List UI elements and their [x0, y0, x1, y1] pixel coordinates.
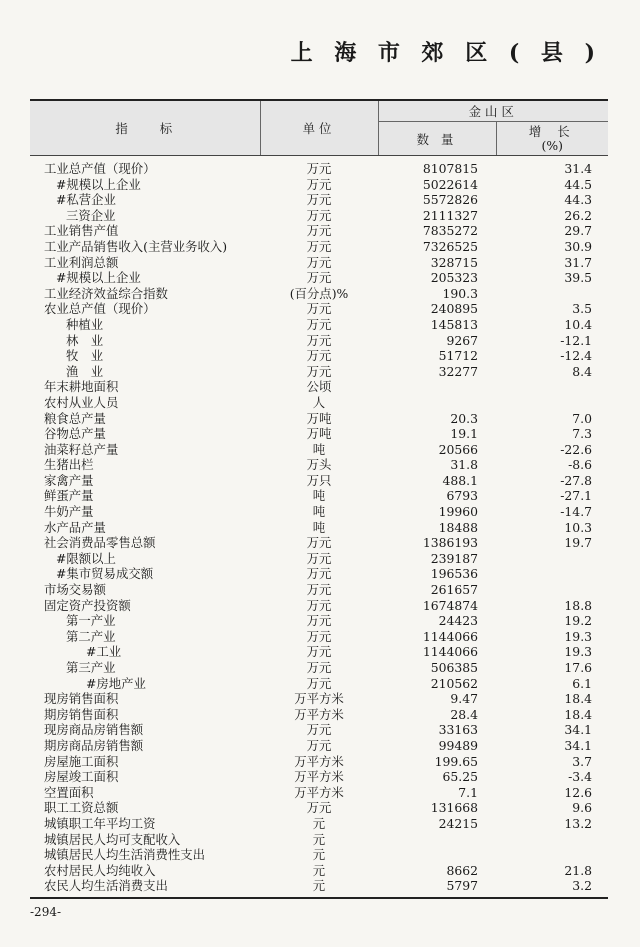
table-row	[30, 816, 608, 832]
indicator-cell: 城镇居民人均可支配收入	[44, 831, 181, 847]
table-row	[30, 863, 608, 879]
indicator-cell: 谷物总产量	[44, 426, 106, 442]
indicator-cell: 职工工资总额	[44, 800, 119, 816]
indicator-cell: 第一产业	[66, 613, 116, 629]
indicator-cell: 固定资产投资额	[44, 597, 131, 613]
quantity-cell: 199.65	[434, 753, 478, 769]
unit-cell: 万元	[306, 238, 332, 254]
quantity-cell: 1674874	[422, 597, 478, 613]
indicator-cell: 期房销售面积	[44, 706, 119, 722]
growth-cell: 34.1	[564, 737, 593, 753]
indicator-cell: 城镇职工年平均工资	[44, 815, 156, 831]
growth-cell	[496, 832, 608, 848]
quantity-cell: 145813	[430, 316, 478, 332]
table-row	[30, 442, 608, 458]
indicator-cell: 空置面积	[44, 784, 94, 800]
quantity-cell: 65.25	[442, 769, 478, 785]
unit-cell: 万吨	[306, 410, 332, 426]
growth-cell: 19.3	[564, 644, 593, 660]
table-row	[30, 333, 608, 349]
quantity-cell: 9.47	[450, 691, 478, 707]
unit-cell: 万元	[306, 223, 332, 239]
table-row	[30, 379, 608, 395]
growth-cell: 7.0	[572, 410, 593, 426]
indicator-cell: #规模以上企业	[56, 270, 141, 286]
growth-cell: 3.5	[572, 301, 593, 317]
table-row	[30, 707, 608, 723]
unit-cell: 万元	[306, 254, 332, 270]
quantity-cell: 7326525	[422, 238, 478, 254]
growth-cell: 31.4	[564, 161, 593, 176]
table-row	[30, 223, 608, 239]
quantity-cell: 328715	[430, 254, 478, 270]
indicator-cell: 牛奶产量	[44, 504, 94, 520]
table-row	[30, 832, 608, 848]
growth-cell	[496, 566, 608, 582]
table-row	[30, 878, 608, 898]
indicator-cell: 工业利润总额	[44, 254, 119, 270]
indicator-cell: 第二产业	[66, 628, 116, 644]
table-row	[30, 208, 608, 224]
table-row	[30, 800, 608, 816]
quantity-cell: 19.1	[450, 426, 478, 442]
growth-cell	[496, 551, 608, 567]
indicator-cell: 城镇居民人均生活消费性支出	[44, 847, 206, 863]
quantity-cell: 488.1	[442, 472, 478, 488]
quantity-cell: 8107815	[422, 161, 478, 176]
quantity-cell: 19960	[438, 504, 478, 520]
indicator-cell: 工业总产值（现价）	[44, 161, 156, 176]
table-row	[30, 156, 608, 177]
table-row	[30, 847, 608, 863]
quantity-cell: 5022614	[422, 176, 478, 192]
table-row	[30, 504, 608, 520]
unit-cell: 万元	[306, 332, 332, 348]
growth-cell: 13.2	[564, 815, 593, 831]
header-indicator: 指 标	[30, 100, 260, 156]
quantity-cell: 24215	[438, 815, 478, 831]
unit-cell: 万元	[306, 176, 332, 192]
table-row	[30, 364, 608, 380]
growth-cell: 19.2	[564, 613, 593, 629]
unit-cell: 万元	[306, 628, 332, 644]
unit-cell: 元	[312, 831, 326, 847]
unit-cell: 万元	[306, 675, 332, 691]
table-row	[30, 317, 608, 333]
indicator-cell: 林 业	[66, 332, 104, 348]
unit-cell: 元	[260, 878, 378, 898]
quantity-cell: 7.1	[458, 784, 478, 800]
growth-cell: 3.7	[572, 753, 593, 769]
growth-cell: 10.3	[564, 519, 593, 535]
unit-cell: 万元	[306, 800, 332, 816]
unit-cell: 万元	[306, 722, 332, 738]
indicator-cell: #集市贸易成交额	[56, 566, 154, 582]
page-number: -294-	[30, 905, 62, 919]
growth-cell	[496, 582, 608, 598]
unit-cell: 万元	[306, 535, 332, 551]
table-row	[30, 395, 608, 411]
unit-cell: 人	[312, 394, 326, 410]
table-row	[30, 551, 608, 567]
unit-cell: 元	[312, 847, 326, 863]
unit-cell: 万吨	[306, 426, 332, 442]
table-row	[30, 754, 608, 770]
indicator-cell: 房屋竣工面积	[44, 769, 119, 785]
growth-cell	[496, 379, 608, 395]
unit-cell: 万元	[306, 644, 332, 660]
quantity-cell: 8662	[446, 862, 478, 878]
quantity-cell	[378, 395, 496, 411]
indicator-cell: 工业销售产值	[44, 223, 119, 239]
indicator-cell: 农村居民人均纯收入	[44, 862, 156, 878]
table-row	[30, 426, 608, 442]
growth-cell: -22.6	[560, 441, 593, 457]
unit-cell: 万元	[306, 192, 332, 208]
growth-cell: -27.1	[560, 488, 593, 504]
table-row	[30, 192, 608, 208]
growth-cell: 44.3	[564, 192, 593, 208]
growth-cell: 18.4	[564, 691, 593, 707]
indicator-cell: 水产品产量	[44, 519, 106, 535]
growth-cell: 6.1	[572, 675, 593, 691]
quantity-cell: 210562	[430, 675, 478, 691]
unit-cell: 吨	[312, 519, 326, 535]
quantity-cell: 1386193	[422, 535, 478, 551]
unit-cell: 万平方米	[294, 691, 344, 707]
quantity-cell: 24423	[438, 613, 478, 629]
growth-cell	[496, 847, 608, 863]
quantity-cell: 506385	[430, 660, 478, 675]
growth-cell: 17.6	[564, 660, 593, 675]
quantity-cell: 28.4	[450, 706, 478, 722]
header-growth-label: 增 长	[528, 123, 576, 139]
quantity-cell: 2111327	[422, 207, 478, 223]
table-row	[30, 535, 608, 551]
quantity-cell: 240895	[430, 301, 478, 317]
table-row	[30, 785, 608, 801]
growth-cell: 18.4	[564, 706, 593, 722]
quantity-cell: 131668	[430, 800, 478, 816]
quantity-cell: 239187	[430, 550, 478, 566]
unit-cell: 万平方米	[294, 769, 344, 785]
header-growth	[496, 122, 608, 156]
table-row	[30, 348, 608, 364]
indicator-cell: #房地产业	[86, 675, 146, 691]
indicator-cell: 房屋施工面积	[44, 753, 119, 769]
quantity-cell: 31.8	[450, 457, 478, 473]
table-row	[30, 660, 608, 676]
indicator-cell: 牧 业	[66, 348, 104, 364]
unit-cell: 万元	[306, 270, 332, 286]
table-row	[30, 255, 608, 271]
unit-cell: 万元	[306, 582, 332, 598]
table-row	[30, 691, 608, 707]
growth-cell: 12.6	[564, 784, 593, 800]
table-header	[30, 100, 608, 156]
quantity-cell: 261657	[430, 582, 478, 598]
unit-cell: 元	[312, 815, 326, 831]
growth-cell: 21.8	[564, 862, 593, 878]
header-quantity: 数 量	[378, 122, 496, 156]
unit-cell: 万平方米	[294, 753, 344, 769]
indicator-cell: 第三产业	[66, 660, 116, 675]
unit-cell: 万元	[306, 161, 332, 176]
growth-cell: 18.8	[564, 597, 593, 613]
quantity-cell: 18488	[438, 519, 478, 535]
growth-cell: -12.1	[560, 332, 593, 348]
indicator-cell: 期房商品房销售额	[44, 737, 144, 753]
statistics-table	[30, 99, 608, 899]
growth-cell: -3.4	[568, 769, 593, 785]
unit-cell: 公顷	[306, 379, 332, 395]
quantity-cell: 20566	[438, 441, 478, 457]
indicator-cell: #限额以上	[56, 550, 116, 566]
indicator-cell: 家禽产量	[44, 472, 94, 488]
growth-cell: 3.2	[496, 878, 608, 898]
growth-cell: 10.4	[564, 316, 593, 332]
growth-cell: -14.7	[560, 504, 593, 520]
unit-cell: 万头	[306, 457, 332, 473]
quantity-cell: 51712	[438, 348, 478, 364]
table-row	[30, 722, 608, 738]
table-row	[30, 644, 608, 660]
indicator-cell: 市场交易额	[44, 582, 106, 598]
unit-cell: 万元	[306, 316, 332, 332]
growth-cell: 29.7	[564, 223, 593, 239]
quantity-cell: 196536	[430, 566, 478, 582]
quantity-cell: 5572826	[422, 192, 478, 208]
indicator-cell: 年末耕地面积	[44, 379, 119, 395]
growth-cell: 44.5	[564, 176, 593, 192]
quantity-cell: 1144066	[422, 628, 478, 644]
table-row	[30, 629, 608, 645]
table-row	[30, 301, 608, 317]
unit-cell: 万平方米	[294, 706, 344, 722]
growth-cell: 19.7	[564, 535, 593, 551]
table-row	[30, 411, 608, 427]
unit-cell: (百分点)%	[289, 285, 349, 301]
header-unit: 单位	[260, 100, 378, 156]
table-row	[30, 676, 608, 692]
quantity-cell: 99489	[438, 737, 478, 753]
growth-cell: -12.4	[560, 348, 593, 364]
table-row	[30, 520, 608, 536]
table-row	[30, 613, 608, 629]
unit-cell: 万元	[306, 363, 332, 379]
indicator-cell: 生猪出栏	[44, 457, 94, 473]
unit-cell: 吨	[312, 441, 326, 457]
quantity-cell	[378, 832, 496, 848]
growth-cell: 7.3	[572, 426, 593, 442]
quantity-cell	[378, 847, 496, 863]
table-row	[30, 457, 608, 473]
quantity-cell: 7835272	[422, 223, 478, 239]
growth-cell: 9.6	[572, 800, 593, 816]
indicator-cell: 鲜蛋产量	[44, 488, 94, 504]
quantity-cell: 32277	[438, 363, 478, 379]
header-growth-unit: (%)	[541, 137, 563, 153]
indicator-cell: 粮食总产量	[44, 410, 106, 426]
table-row	[30, 769, 608, 785]
unit-cell: 万元	[306, 348, 332, 364]
unit-cell: 万元	[306, 737, 332, 753]
indicator-cell: 现房商品房销售额	[44, 722, 144, 738]
table-row	[30, 598, 608, 614]
indicator-cell: 农业总产值（现价）	[44, 301, 156, 317]
indicator-cell: #私营企业	[56, 192, 116, 208]
growth-cell: 30.9	[564, 238, 593, 254]
indicator-cell: 农民人均生活消费支出	[30, 878, 260, 898]
indicator-cell: 种植业	[66, 316, 104, 332]
table-row	[30, 473, 608, 489]
growth-cell: 31.7	[564, 254, 593, 270]
indicator-cell: #规模以上企业	[56, 176, 141, 192]
growth-cell: 26.2	[564, 207, 593, 223]
table-row	[30, 239, 608, 255]
quantity-cell: 20.3	[450, 410, 478, 426]
unit-cell: 万元	[306, 207, 332, 223]
quantity-cell: 190.3	[442, 285, 478, 301]
quantity-cell	[378, 379, 496, 395]
unit-cell: 万平方米	[294, 784, 344, 800]
quantity-cell: 205323	[430, 270, 478, 286]
growth-cell: 34.1	[564, 722, 593, 738]
quantity-cell: 1144066	[422, 644, 478, 660]
unit-cell: 万元	[306, 301, 332, 317]
growth-cell: 19.3	[564, 628, 593, 644]
page-title: 上 海 市 郊 区 ( 县 )	[290, 40, 602, 66]
unit-cell: 万元	[306, 660, 332, 675]
indicator-cell: #工业	[86, 644, 122, 660]
quantity-cell: 6793	[446, 488, 478, 504]
quantity-cell: 33163	[438, 722, 478, 738]
unit-cell: 万元	[306, 613, 332, 629]
quantity-cell: 5797	[378, 878, 496, 898]
indicator-cell: 三资企业	[66, 207, 116, 223]
unit-cell: 吨	[312, 488, 326, 504]
table-row	[30, 286, 608, 302]
growth-cell	[496, 286, 608, 302]
table-row	[30, 738, 608, 754]
header-region: 金山区	[378, 100, 608, 122]
indicator-cell: 工业产品销售收入(主营业务收入)	[44, 238, 228, 254]
unit-cell: 万元	[306, 597, 332, 613]
indicator-cell: 工业经济效益综合指数	[44, 285, 168, 301]
growth-cell: -27.8	[560, 472, 593, 488]
growth-cell: 39.5	[564, 270, 593, 286]
indicator-cell: 社会消费品零售总额	[44, 535, 156, 551]
indicator-cell: 渔 业	[66, 363, 104, 379]
growth-cell: 8.4	[572, 363, 593, 379]
indicator-cell: 油菜籽总产量	[44, 441, 119, 457]
table-row	[30, 177, 608, 193]
table-row	[30, 488, 608, 504]
unit-cell: 万元	[306, 566, 332, 582]
growth-cell	[496, 395, 608, 411]
table-row	[30, 582, 608, 598]
indicator-cell: 现房销售面积	[44, 691, 119, 707]
unit-cell: 元	[312, 862, 326, 878]
table-body	[30, 156, 608, 898]
indicator-cell: 农村从业人员	[44, 394, 119, 410]
unit-cell: 吨	[312, 504, 326, 520]
unit-cell: 万元	[306, 550, 332, 566]
unit-cell: 万只	[306, 472, 332, 488]
quantity-cell: 9267	[446, 332, 478, 348]
table-row	[30, 566, 608, 582]
table-row	[30, 270, 608, 286]
growth-cell: -8.6	[568, 457, 593, 473]
